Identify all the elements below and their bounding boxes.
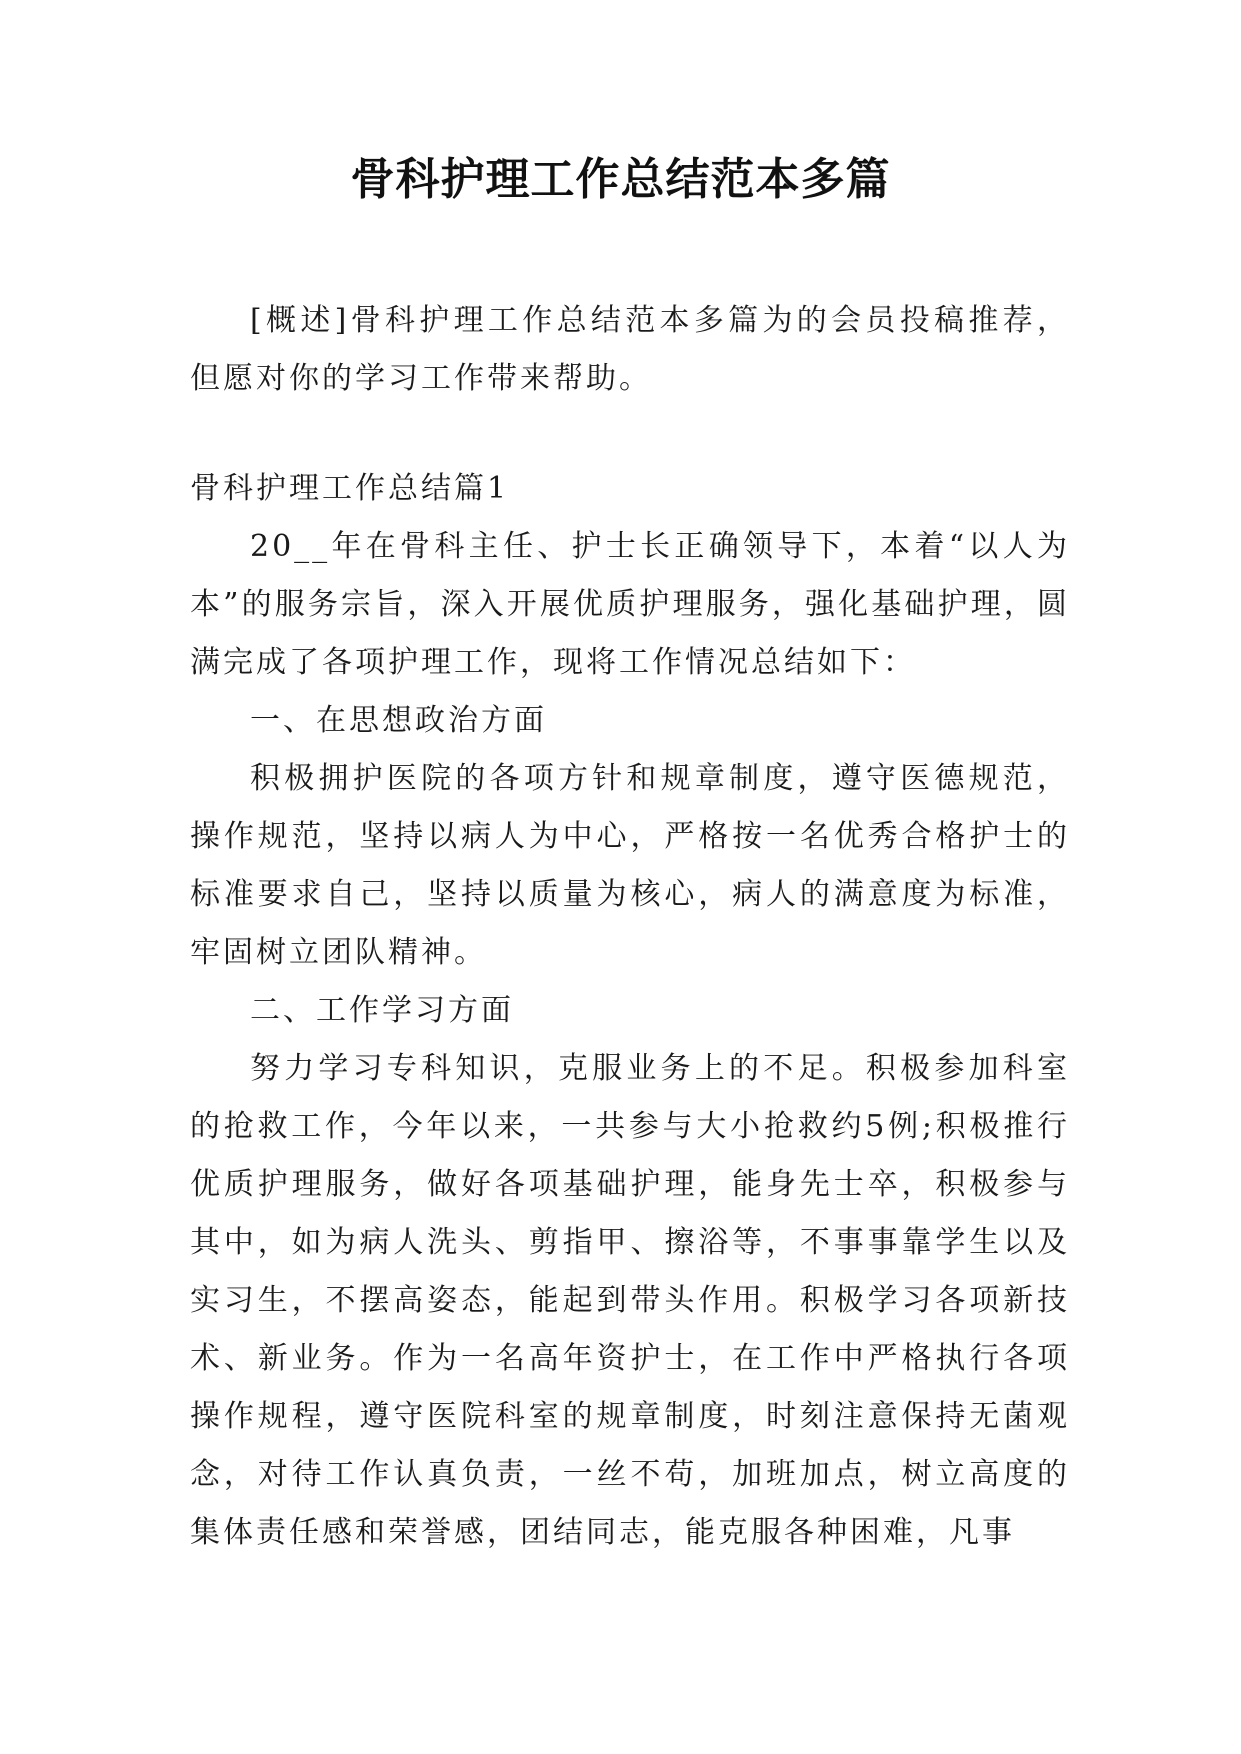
politics-paragraph: 积极拥护医院的各项方针和规章制度，遵守医德规范，操作规范，坚持以病人为中心，严格按一名优秀合格护士的标准要求自己，坚持以质量为核心，病人的满意度为标准，牢固树立团队精神。 [190, 761, 1070, 970]
section-title: 骨科护理工作总结篇1 [190, 471, 510, 506]
abstract-paragraph: [概述]骨科护理工作总结范本多篇为的会员投稿推荐，但愿对你的学习工作带来帮助。 [190, 303, 1070, 396]
abstract-block [190, 292, 1070, 408]
intro-paragraph: 20__年在骨科主任、护士长正确领导下，本着“以人为本”的服务宗旨，深入开展优质护理服务，强化基础护理，圆满完成了各项护理工作，现将工作情况总结如下： [190, 529, 1070, 680]
section-1 [190, 460, 1070, 1562]
subheading-work-study: 二、工作学习方面 [250, 993, 514, 1028]
document-title: 骨科护理工作总结范本多篇 [350, 154, 891, 205]
subheading-politics: 一、在思想政治方面 [250, 703, 547, 738]
work-study-paragraph: 努力学习专科知识，克服业务上的不足。积极参加科室的抢救工作，今年以来，一共参与大小抢救约5例;积极推行优质护理服务，做好各项基础护理，能身先士卒，积极参与其中，如为病人洗头、剪指甲、擦浴等，不事事靠学生以及实习生，不摆高姿态，能起到带头作用。积极学习各项新技术、新业务。作为一名高年资护士，在工作中严格执行各项操作规程，遵守医院科室的规章制度，时刻注意保持无菌观念，对待工作认真负责，一丝不苟，加班加点，树立高度的集体责任感和荣誉感，团结同志，能克服各种困难，凡事 [190, 1051, 1070, 1550]
